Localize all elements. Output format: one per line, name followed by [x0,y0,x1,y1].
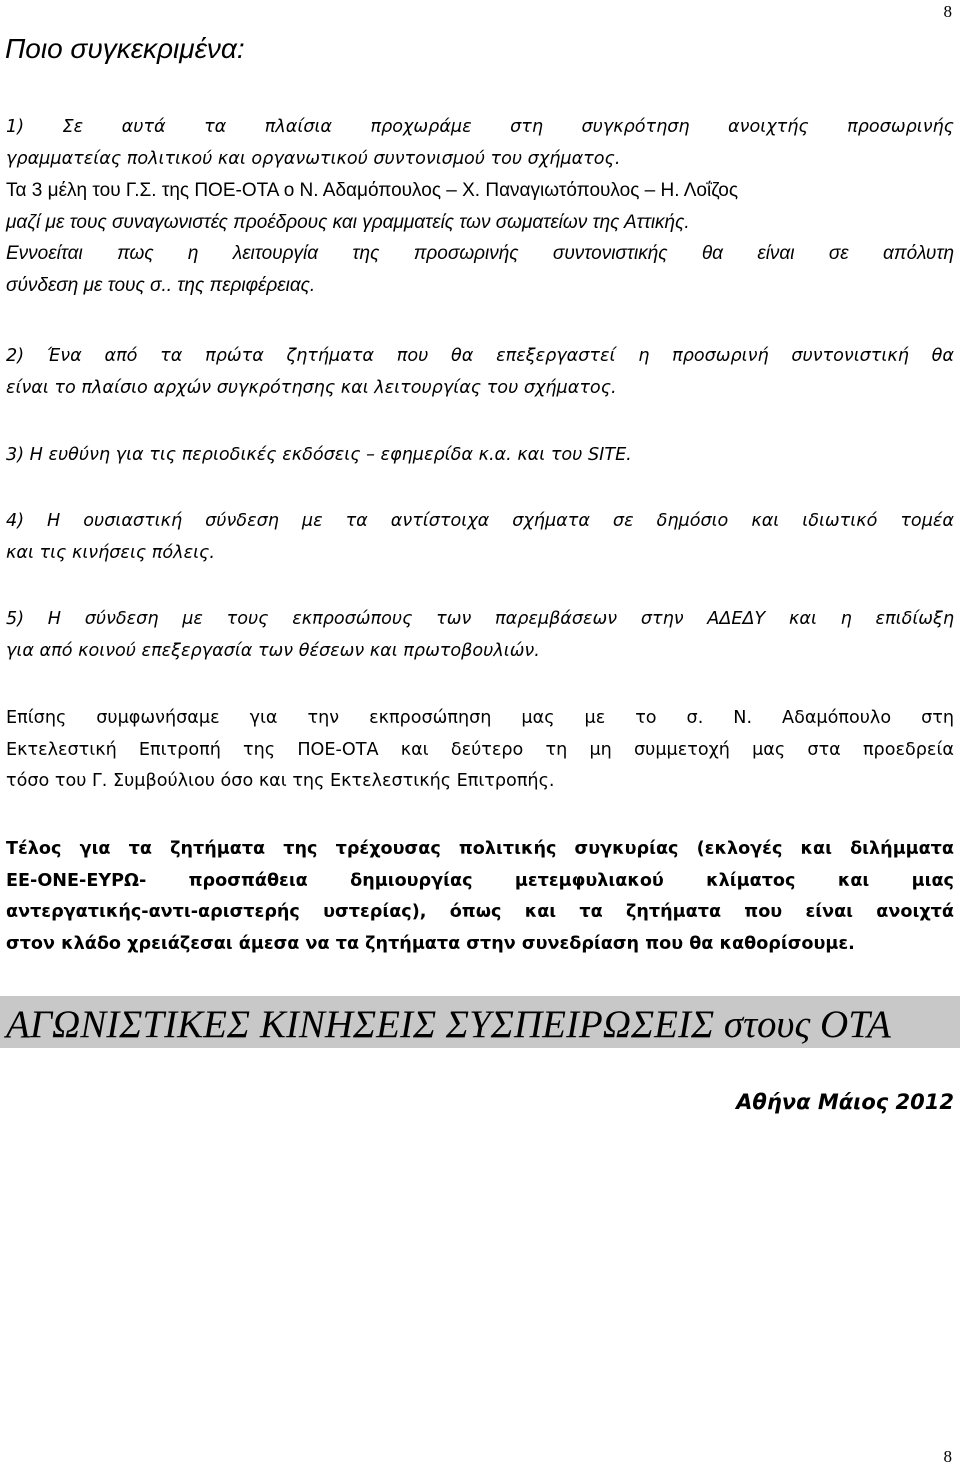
organization-banner: ΑΓΩΝΙΣΤΙΚΕΣ ΚΙΝΗΣΕΙΣ ΣΥΣΠΕΙΡΩΣΕΙΣ στους ΟΤΑ [6,1003,891,1046]
item-5-line-2: για από κοινού επεξεργασία των θέσεων και πρωτοβουλιών. [6,640,540,661]
item-4-line-1: 4) Η ουσιαστική σύνδεση με τα αντίστοιχα σχήματα σε δημόσιο και ιδιωτικό τομέα [6,511,954,531]
closing-paragraph [6,834,954,960]
item-3-line-1: 3) Η ευθύνη για τις περιοδικές εκδόσεις – εφημερίδα κ.α. και του SITE. [6,445,632,465]
item-2-line-1: 2) Ένα από τα πρώτα ζητήματα που θα επεξεργαστεί η προσωρινή συντονιστική θα [6,346,954,366]
item-4-paragraph [6,506,954,569]
item-1-line-5: Εννοείται πως η λειτουργία της προσωρινής συντονιστικής θα είναι σε απόλυτη [6,243,954,264]
agreement-line-1: Επίσης συμφωνήσαμε για την εκπροσώπηση μας με το σ. Ν. Αδαμόπουλο στη [6,708,954,728]
closing-line-2: ΕΕ-ΟΝΕ-ΕΥΡΩ- προσπάθεια δημιουργίας μετεμφυλιακού κλίματος και μιας [6,870,954,891]
agreement-paragraph [6,703,954,798]
section-heading: Ποιο συγκεκριμένα: [5,33,245,64]
item-1-line-2: γραμματείας πολιτικού και οργανωτικού συντονισμού του σχήματος. [6,148,621,169]
page-number-bottom: 8 [943,1447,952,1466]
page-number-top: 8 [943,2,952,21]
item-4-line-2: και τις κινήσεις πόλεις. [6,542,215,563]
closing-line-1: Τέλος για τα ζητήματα της τρέχουσας πολιτικής συγκυρίας (εκλογές και διλήμματα [6,839,954,859]
place-date-signature: Αθήνα Μάιος 2012 [736,1090,954,1114]
item-2-line-2: είναι το πλαίσιο αρχών συγκρότησης και λειτουργίας του σχήματος. [6,377,617,398]
closing-line-4: στον κλάδο χρειάζεσαι άμεσα να τα ζητήματα στην συνεδρίαση που θα καθορίσουμε. [6,933,855,954]
agreement-line-3: τόσο του Γ. Συμβούλιου όσο και της Εκτελεστικής Επιτροπής. [6,771,555,791]
closing-line-3: αντεργατικής-αντι-αριστερής υστερίας), όπως και τα ζητήματα που είναι ανοιχτά [6,902,954,922]
item-1-line-1: 1) Σε αυτά τα πλαίσια προχωράμε στη συγκρότηση ανοιχτής προσωρινής [6,117,954,137]
agreement-line-2: Εκτελεστική Επιτροπή της ΠΟΕ-ΟΤΑ και δεύτερο τη μη συμμετοχή μας στα προεδρεία [6,739,954,760]
item-5-paragraph [6,604,954,667]
item-2-paragraph [6,341,954,404]
item-5-line-1: 5) Η σύνδεση με τους εκπροσώπους των παρεμβάσεων στην ΑΔΕΔΥ και η επιδίωξη [6,609,954,629]
item-1-line-3: Τα 3 μέλη του Γ.Σ. της ΠΟΕ-ΟΤΑ ο Ν. Αδαμόπουλος – Χ. Παναγιωτόπουλος – Η. Λοΐζος [6,180,739,201]
item-1-line-6: σύνδεση με τους σ.. της περιφέρειας. [6,274,316,296]
item-1-paragraph [6,112,954,301]
item-1-line-4: μαζί με τους συναγωνιστές προέδρους και γραμματείς των σωματείων της Αττικής. [6,211,690,233]
item-3-paragraph [6,440,954,472]
